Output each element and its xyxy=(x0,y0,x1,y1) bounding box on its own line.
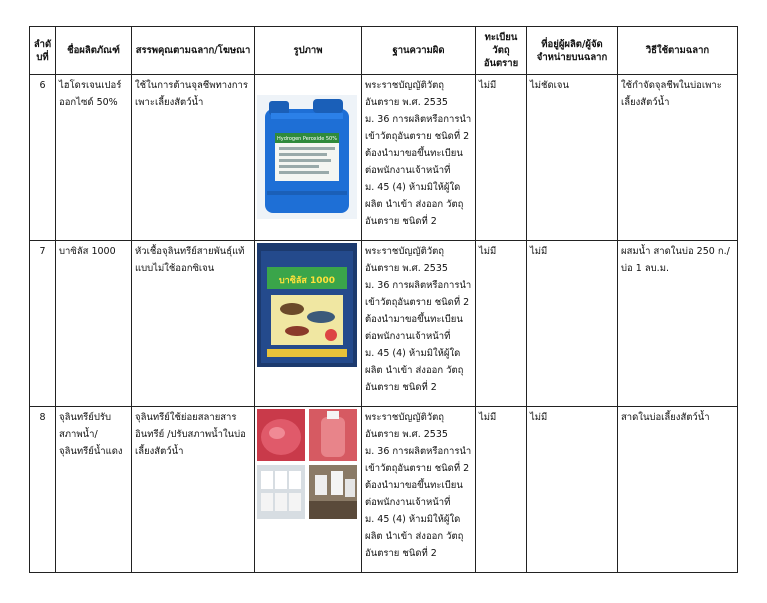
row-image xyxy=(255,241,362,407)
header-image: รูปภาพ xyxy=(255,27,362,75)
header-no: ลำดับที่ xyxy=(30,27,56,75)
row-offense xyxy=(362,407,476,573)
row-no: 6 xyxy=(30,75,56,241)
row-maker: ไม่มี xyxy=(527,407,618,573)
bacillus-pack-image xyxy=(257,243,359,367)
offense-section-45: ม. 45 (4) ห้ามมิให้ผู้ใด ผลิต นำเข้า ส่งออก วัตถุอันตราย ชนิดที่ 2 xyxy=(365,348,464,393)
row-image xyxy=(255,75,362,241)
row-usage: ใช้กำจัดจุลชีพในบ่อเพาะเลี้ยงสัตว์น้ำ xyxy=(618,75,738,241)
row-offense xyxy=(362,75,476,241)
row-usage: สาดในบ่อเลี้ยงสัตว์น้ำ xyxy=(618,407,738,573)
table-row xyxy=(30,241,738,407)
offense-section-36: ม. 36 การผลิตหรือการนำเข้าวัตถุอันตราย ชนิดที่ 2 ต้องนำมาขอขึ้นทะเบียนต่อพนักงานเจ้าหน้าที่ xyxy=(365,114,472,176)
header-usage: วิธีใช้ตามฉลาก xyxy=(618,27,738,75)
offense-section-45: ม. 45 (4) ห้ามมิให้ผู้ใด ผลิต นำเข้า ส่งออก วัตถุอันตราย ชนิดที่ 2 xyxy=(365,182,464,227)
offense-law: พระราชบัญญัติวัตถุอันตราย พ.ศ. 2535 xyxy=(365,412,448,440)
products-table xyxy=(29,26,738,573)
row-maker: ไม่ชัดเจน xyxy=(527,75,618,241)
header-product: ชื่อผลิตภัณฑ์ xyxy=(56,27,132,75)
row-product: บาซิลัส 1000 xyxy=(56,241,132,407)
jerrycan-illustration xyxy=(257,95,357,219)
header-maker: ที่อยู่ผู้ผลิต/ผู้จัดจำหน่ายบนฉลาก xyxy=(527,27,618,75)
row-claim: จุลินทรีย์ใช้ย่อยสลายสารอินทรีย์ /ปรับสภาพน้ำในบ่อเลี้ยงสัตว์น้ำ xyxy=(132,407,255,573)
pack-title-text: บาซิลัส 1000 xyxy=(278,276,336,286)
collage-illustration xyxy=(257,409,357,519)
row-usage: ผสมน้ำ สาดในบ่อ 250 ก./บ่อ 1 ลบ.ม. xyxy=(618,241,738,407)
row-maker: ไม่มี xyxy=(527,241,618,407)
table-row xyxy=(30,407,738,573)
row-registration: ไม่มี xyxy=(476,407,527,573)
row-registration: ไม่มี xyxy=(476,75,527,241)
row-claim: หัวเชื้อจุลินทรีย์สายพันธุ์แท้ แบบไม่ใช้ออกซิเจน xyxy=(132,241,255,407)
row-no: 8 xyxy=(30,407,56,573)
offense-section-45: ม. 45 (4) ห้ามมิให้ผู้ใด ผลิต นำเข้า ส่งออก วัตถุอันตราย ชนิดที่ 2 xyxy=(365,514,464,559)
row-offense xyxy=(362,241,476,407)
row-product: ไฮโดรเจนเปอร์ออกไซด์ 50% xyxy=(56,75,132,241)
label-text: Hydrogen Peroxide 50% xyxy=(277,136,337,142)
row-image xyxy=(255,407,362,573)
blue-jerrycan-image xyxy=(257,95,359,219)
red-microbe-collage-image xyxy=(257,409,359,519)
row-claim: ใช้ในการต้านจุลชีพทางการเพาะเลี้ยงสัตว์น้ำ xyxy=(132,75,255,241)
row-no: 7 xyxy=(30,241,56,407)
table-row xyxy=(30,75,738,241)
row-registration: ไม่มี xyxy=(476,241,527,407)
table-header-row xyxy=(30,27,738,75)
pack-illustration xyxy=(257,243,357,367)
row-product: จุลินทรีย์ปรับสภาพน้ำ/ จุลินทรีย์น้ำแดง xyxy=(56,407,132,573)
offense-section-36: ม. 36 การผลิตหรือการนำเข้าวัตถุอันตราย ชนิดที่ 2 ต้องนำมาขอขึ้นทะเบียนต่อพนักงานเจ้าหน้าที่ xyxy=(365,280,472,342)
offense-section-36: ม. 36 การผลิตหรือการนำเข้าวัตถุอันตราย ชนิดที่ 2 ต้องนำมาขอขึ้นทะเบียนต่อพนักงานเจ้าหน้าที่ xyxy=(365,446,472,508)
offense-law: พระราชบัญญัติวัตถุอันตราย พ.ศ. 2535 xyxy=(365,246,448,274)
header-registration: ทะเบียนวัตถุอันตราย xyxy=(476,27,527,75)
header-claim: สรรพคุณตามฉลาก/โฆษณา xyxy=(132,27,255,75)
header-offense: ฐานความผิด xyxy=(362,27,476,75)
offense-law: พระราชบัญญัติวัตถุอันตราย พ.ศ. 2535 xyxy=(365,80,448,108)
